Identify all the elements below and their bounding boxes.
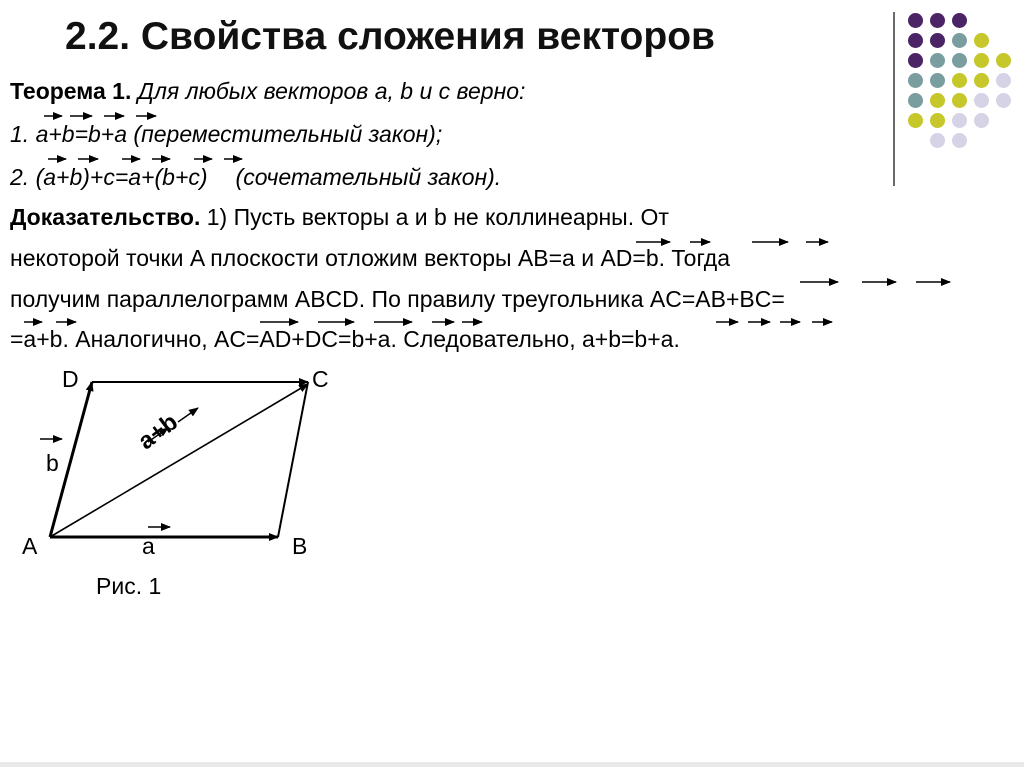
decor-dot bbox=[996, 53, 1011, 68]
decor-dot bbox=[908, 93, 923, 108]
decor-vertical-line bbox=[893, 12, 895, 186]
decor-dot bbox=[952, 93, 967, 108]
decor-dot bbox=[952, 53, 967, 68]
diagonal-AC bbox=[50, 384, 308, 537]
bottom-divider bbox=[0, 762, 1024, 767]
proof-line-1 bbox=[10, 204, 669, 231]
proof-line-4: =a+b. Аналогично, AC=AD+DC=b+a. Следовательно, a+b=b+a. bbox=[10, 326, 680, 352]
decor-dot bbox=[930, 73, 945, 88]
decor-dot bbox=[996, 73, 1011, 88]
parallelogram bbox=[50, 382, 308, 537]
decor-dot bbox=[930, 33, 945, 48]
decor-dot bbox=[974, 33, 989, 48]
theorem-label: Теорема 1. bbox=[10, 78, 132, 104]
proof-line-3: получим параллелограмм ABCD. По правилу треугольника AC=AB+BC= bbox=[10, 286, 785, 312]
vector-a-label: a bbox=[142, 533, 155, 559]
proof-line-2: некоторой точки A плоскости отложим векторы AB=a и AD=b. Тогда bbox=[10, 245, 731, 271]
decor-dot bbox=[974, 113, 989, 128]
decor-dot bbox=[930, 53, 945, 68]
law2-expression: 2. (a+b)+c=a+(b+c) bbox=[10, 164, 208, 190]
decor-dot bbox=[908, 33, 923, 48]
decor-dot bbox=[930, 113, 945, 128]
slide-title: 2.2. Свойства сложения векторов bbox=[65, 15, 715, 58]
point-A-label: A bbox=[22, 533, 38, 559]
decor-dot bbox=[908, 53, 923, 68]
vector-b-label: b bbox=[46, 450, 59, 476]
decor-dot bbox=[952, 33, 967, 48]
side-BC bbox=[278, 382, 308, 537]
decor-dot bbox=[908, 73, 923, 88]
decor-dot bbox=[952, 133, 967, 148]
theorem-text: Для любых векторов a, b и c верно: bbox=[131, 78, 526, 104]
law2-line bbox=[10, 164, 501, 191]
theorem-line bbox=[10, 78, 525, 105]
proof-text-1: 1) Пусть векторы a и b не коллинеарны. От bbox=[200, 204, 669, 230]
point-C-label: C bbox=[312, 366, 329, 392]
decor-dot bbox=[908, 113, 923, 128]
decor-dot-grid bbox=[908, 13, 1018, 163]
law1-line: 1. a+b=b+a (переместительный закон); bbox=[10, 121, 443, 147]
decor-dot bbox=[908, 13, 923, 28]
decor-dot bbox=[996, 93, 1011, 108]
figure-caption: Рис. 1 bbox=[96, 573, 162, 599]
decor-dot bbox=[930, 13, 945, 28]
point-B-label: B bbox=[292, 533, 308, 559]
decor-dot bbox=[930, 93, 945, 108]
decor-dot bbox=[930, 133, 945, 148]
vector-sum-label: a+b bbox=[133, 408, 183, 456]
decor-dot bbox=[952, 13, 967, 28]
law2-name: (сочетательный закон). bbox=[235, 164, 502, 190]
decor-dot bbox=[952, 113, 967, 128]
decor-dot bbox=[974, 53, 989, 68]
point-D-label: D bbox=[62, 366, 79, 392]
decor-dot bbox=[952, 73, 967, 88]
proof-label: Доказательство. bbox=[10, 204, 201, 230]
decor-dot bbox=[974, 93, 989, 108]
decor-dot bbox=[974, 73, 989, 88]
